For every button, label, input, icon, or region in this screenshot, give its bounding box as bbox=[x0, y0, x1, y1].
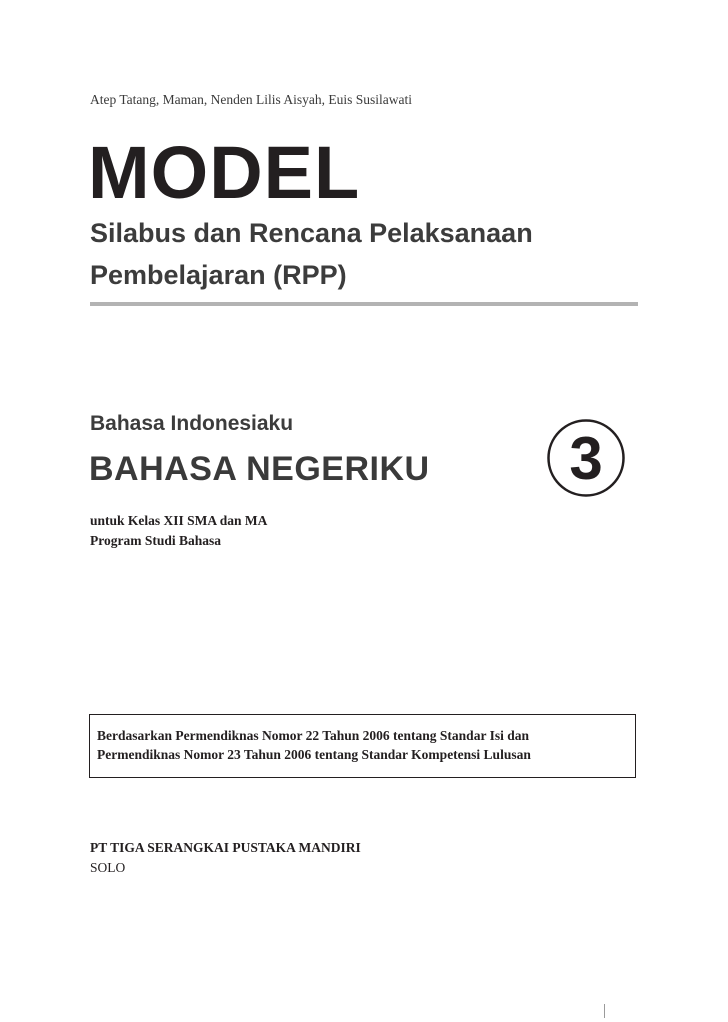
title-divider bbox=[90, 302, 638, 306]
main-title: MODEL bbox=[88, 131, 361, 214]
regulation-basis-box bbox=[89, 714, 636, 778]
grade-line-2: Program Studi Bahasa bbox=[90, 533, 222, 548]
authors-line: Atep Tatang, Maman, Nenden Lilis Aisyah, Euis Susilawati bbox=[90, 92, 413, 107]
basis-line-1: Berdasarkan Permendiknas Nomor 22 Tahun 2006 tentang Standar Isi dan bbox=[97, 728, 529, 743]
basis-line-2: Permendiknas Nomor 23 Tahun 2006 tentang Standar Kompetensi Lulusan bbox=[97, 747, 531, 762]
publisher-city: SOLO bbox=[90, 860, 126, 875]
subtitle-line-2: Pembelajaran (RPP) bbox=[90, 260, 347, 290]
book-title: BAHASA NEGERIKU bbox=[89, 450, 430, 488]
series-title: Bahasa Indonesiaku bbox=[90, 412, 294, 435]
subtitle bbox=[90, 212, 650, 296]
grade-info bbox=[90, 511, 267, 551]
subtitle-line-1: Silabus dan Rencana Pelaksanaan bbox=[90, 218, 533, 248]
volume-number: 3 bbox=[569, 425, 603, 492]
publisher-block bbox=[90, 838, 361, 878]
grade-line-1: untuk Kelas XII SMA dan MA bbox=[90, 513, 268, 528]
page-mark bbox=[604, 1004, 605, 1018]
volume-number-badge bbox=[546, 418, 626, 498]
publisher-name: PT TIGA SERANGKAI PUSTAKA MANDIRI bbox=[90, 840, 361, 855]
volume-circle bbox=[546, 418, 626, 498]
